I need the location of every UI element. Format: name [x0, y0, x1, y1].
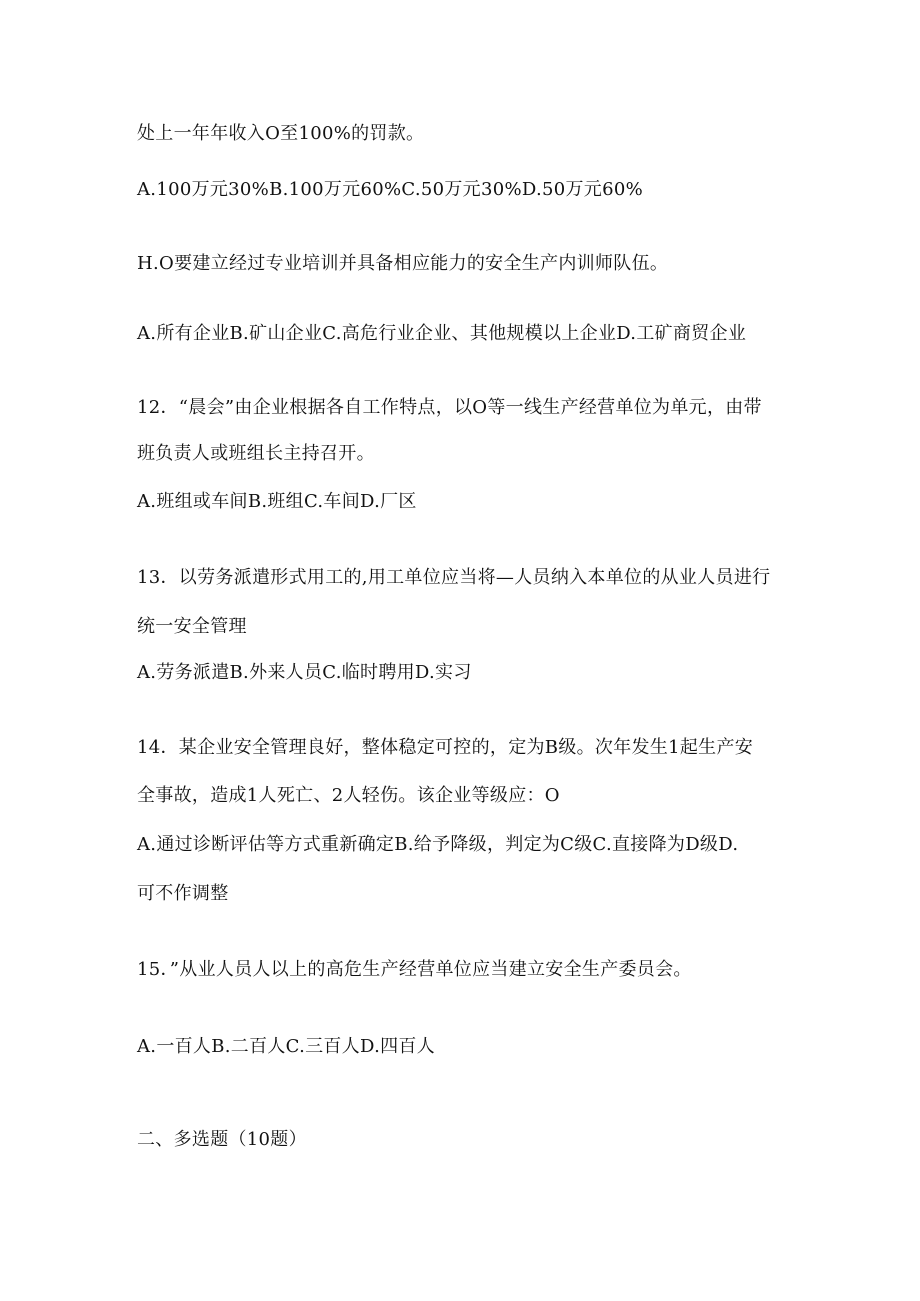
question-13-line-1: 13．以劳务派遣形式用工的,用工单位应当将—人员纳入本单位的从业人员进行 [137, 567, 771, 588]
question-14-line-1: 14．某企业安全管理良好，整体稳定可控的，定为B级。次年发生1起生产安 [137, 737, 754, 758]
options-q14-line-2: 可不作调整 [137, 883, 229, 904]
question-15: 15．”从业人员人以上的高危生产经营单位应当建立安全生产委员会。 [137, 959, 692, 980]
question-14-line-2: 全事故，造成1人死亡、2人轻伤。该企业等级应：O [137, 785, 560, 806]
section-heading-multiple-choice: 二、多选题（10题） [137, 1129, 307, 1150]
text-line-penalty-range: 处上一年年收入O至100%的罚款。 [137, 123, 425, 144]
options-q13: A.劳务派遣B.外来人员C.临时聘用D.实习 [137, 662, 472, 683]
options-q15: A.一百人B.二百人C.三百人D.四百人 [137, 1036, 436, 1057]
question-12-line-1: 12．“晨会”由企业根据各自工作特点，以O等一线生产经营单位为单元，由带 [137, 397, 762, 418]
question-11: H.O要建立经过专业培训并具备相应能力的安全生产内训师队伍。 [137, 253, 669, 274]
options-q10: A.100万元30%B.100万元60%C.50万元30%D.50万元60% [137, 179, 643, 200]
options-q12: A.班组或车间B.班组C.车间D.厂区 [137, 491, 417, 512]
question-13-line-2: 统一安全管理 [137, 616, 247, 637]
question-12-line-2: 班负责人或班组长主持召开。 [137, 443, 375, 464]
options-q11: A.所有企业B.矿山企业C.高危行业企业、其他规模以上企业D.工矿商贸企业 [137, 323, 747, 344]
options-q14-line-1: A.通过诊断评估等方式重新确定B.给予降级，判定为C级C.直接降为D级D. [137, 834, 739, 855]
